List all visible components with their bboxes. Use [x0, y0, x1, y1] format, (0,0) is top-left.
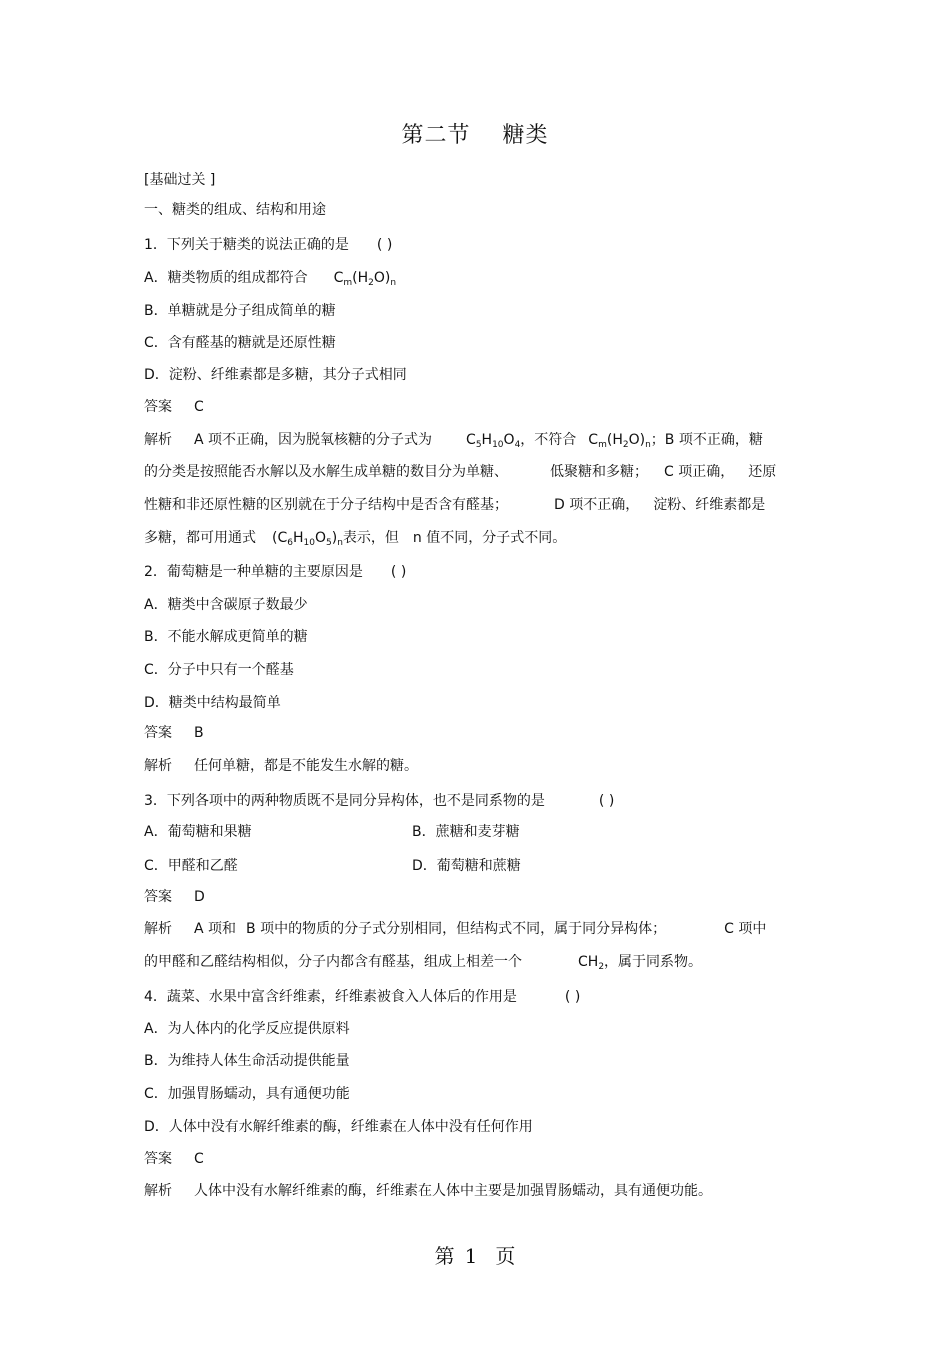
answer-value: D — [194, 889, 205, 905]
q3-option-c: C．甲醛和乙醛 — [144, 858, 238, 874]
q1-analysis-line-3: 性糖和非还原性糖的区别就在于分子结构中是否含有醛基； D 项不正确， 淀粉、纤维素都是 — [144, 497, 766, 513]
q3-option-a: A．葡萄糖和果糖 — [144, 824, 252, 840]
q1-analysis-line-2: 的分类是按照能否水解以及水解生成单糖的数目分为单糖、 低聚糖和多糖； C 项正确， 还原 — [144, 464, 777, 480]
answer-blank: ( ) — [598, 793, 615, 809]
question-3-stem: 3．下列各项中的两种物质既不是同分异构体，也不是同系物的是 ( ) — [144, 793, 615, 809]
q1-analysis-line-1: 解析 A 项不正确，因为脱氧核糖的分子式为 $C_5H_{10}O_4$，不符合 $C_m(H_2O)_n$；B 项不正确，糖 — [144, 432, 763, 450]
title-section: 第二节 — [401, 123, 471, 148]
question-4-stem: 4．蔬菜、水果中富含纤维素，纤维素被食入人体后的作用是 ( ) — [144, 989, 581, 1005]
q2-option-b: B．不能水解成更简单的糖 — [144, 629, 308, 645]
answer-blank: ( ) — [390, 564, 407, 580]
section-heading: 一、糖类的组成、结构和用途 — [144, 202, 326, 218]
q3-analysis-line-2: 的甲醛和乙醛结构相似，分子内都含有醛基，组成上相差一个 $CH_2$，属于同系物。 — [144, 954, 703, 972]
q3-analysis-line-1: 解析 A 项和 B 项中的物质的分子式分别相同，但结构式不同，属于同分异构体； C 项中 — [144, 921, 767, 937]
q4-analysis: 解析 人体中没有水解纤维素的酶，纤维素在人体中主要是加强胃肠蠕动，具有通便功能。 — [144, 1183, 712, 1199]
title-topic: 糖类 — [502, 123, 549, 148]
q1-option-c: C．含有醛基的糖就是还原性糖 — [144, 335, 336, 351]
q3-option-b: B．蔗糖和麦芽糖 — [412, 824, 520, 840]
question-1-stem — [144, 236, 392, 254]
q1-option-b: B．单糖就是分子组成简单的糖 — [144, 303, 336, 319]
q1-option-d: D．淀粉、纤维素都是多糖，其分子式相同 — [144, 367, 407, 383]
q4-option-c: C．加强胃肠蠕动，具有通便功能 — [144, 1086, 350, 1102]
q2-option-a: A．糖类中含碳原子数最少 — [144, 597, 308, 613]
answer-value: B — [194, 725, 204, 741]
q1-answer: 答案 C — [144, 399, 204, 415]
q2-option-c: C．分子中只有一个醛基 — [144, 662, 294, 678]
question-2-stem: 2．葡萄糖是一种单糖的主要原因是 ( ) — [144, 564, 407, 580]
question-text: 1．下列关于糖类的说法正确的是 — [144, 237, 349, 253]
answer-value: C — [194, 1151, 204, 1167]
answer-blank: ( ) — [376, 237, 393, 253]
q4-option-b: B．为维持人体生命活动提供能量 — [144, 1053, 350, 1069]
q2-option-d: D．糖类中结构最简单 — [144, 695, 281, 711]
page-number: 第 1 页 — [434, 1244, 516, 1268]
q4-option-a: A．为人体内的化学反应提供原料 — [144, 1021, 350, 1037]
answer-value: C — [194, 399, 204, 415]
section-tag: [基础过关 ] — [144, 172, 216, 188]
q1-analysis-line-4: 多糖，都可用通式 $(C_6H_{10}O_5)_n$表示，但 n 值不同，分子式不同。 — [144, 530, 567, 548]
q1-option-a: A．糖类物质的组成都符合 $C_m(H_2O)_n$ — [144, 270, 397, 288]
q4-answer: 答案 C — [144, 1151, 204, 1167]
q2-analysis: 解析 任何单糖，都是不能发生水解的糖。 — [144, 758, 418, 774]
q4-option-d: D．人体中没有水解纤维素的酶，纤维素在人体中没有任何作用 — [144, 1119, 533, 1135]
q3-option-d: D．葡萄糖和蔗糖 — [412, 858, 521, 874]
q2-answer: 答案 B — [144, 725, 204, 741]
page-title — [0, 118, 950, 149]
answer-blank: ( ) — [564, 989, 581, 1005]
q3-answer: 答案 D — [144, 889, 205, 905]
